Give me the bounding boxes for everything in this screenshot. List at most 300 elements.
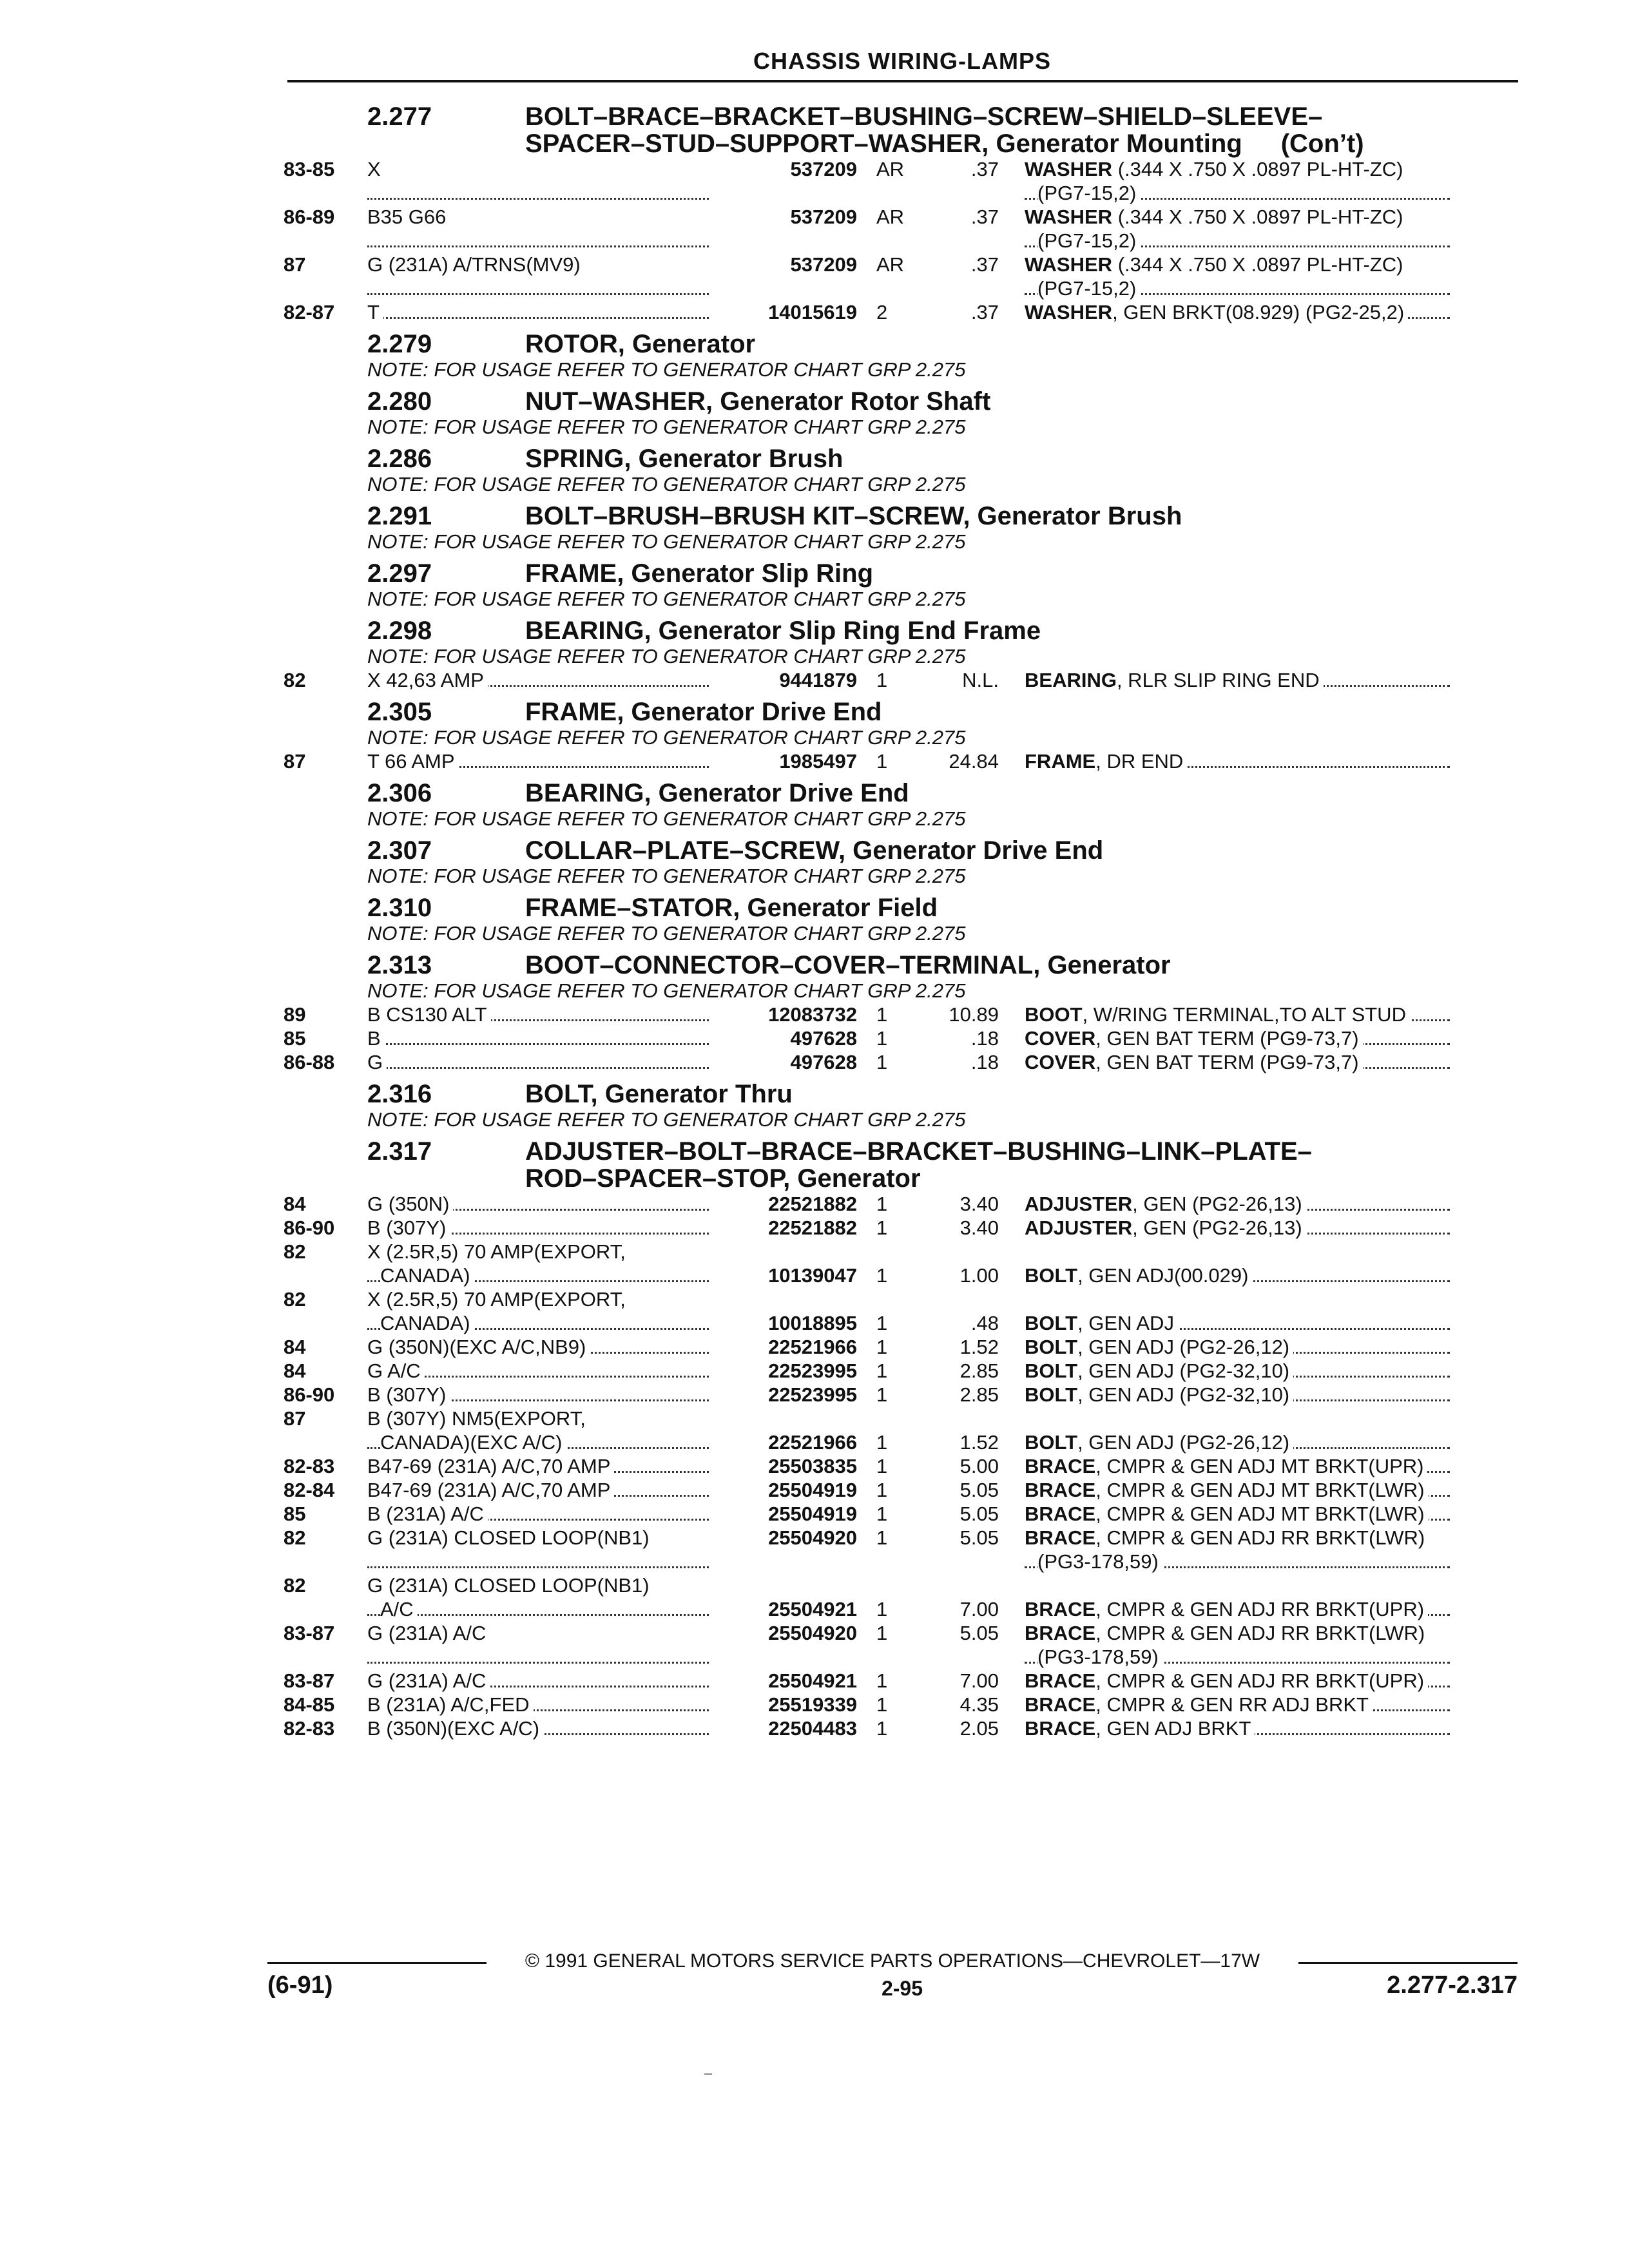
price: 4.35 — [959, 1693, 999, 1716]
part-description-line2 — [1025, 181, 1456, 205]
group-title-line: COLLAR–PLATE–SCREW, Generator Drive End — [525, 836, 1104, 865]
application-line2-text: CANADA) — [380, 1264, 474, 1287]
group-heading — [284, 617, 1521, 644]
quantity: 1 — [876, 1193, 888, 1215]
part-description-text — [1025, 1193, 1306, 1215]
part-description-line1 — [1025, 1669, 1456, 1693]
group-title-line-wrap — [525, 130, 1521, 157]
group-title-line: BEARING, Generator Slip Ring End Frame — [525, 617, 1041, 645]
group-title — [525, 894, 1521, 921]
part-row — [284, 1573, 1521, 1621]
part-description-line1 — [1025, 1502, 1456, 1526]
application — [367, 1669, 715, 1693]
part-detail: (.344 X .750 X .0897 PL-HT-ZC) — [1112, 158, 1403, 180]
part-description-text — [1025, 1027, 1363, 1050]
model-years: 86-90 — [284, 1216, 335, 1239]
part-number: 22521966 — [768, 1336, 857, 1358]
price: 2.05 — [959, 1717, 999, 1740]
part-description-line1 — [1025, 1693, 1456, 1716]
model-years: 87 — [284, 1407, 306, 1430]
part-description-line2 — [1025, 229, 1456, 253]
parts-group — [284, 1081, 1521, 1131]
part-noun: BOLT — [1025, 1383, 1078, 1406]
part-description-line1 — [1025, 157, 1456, 181]
part-row — [284, 1335, 1521, 1359]
part-number: 25504920 — [768, 1622, 857, 1644]
page-header-title: CHASSIS WIRING-LAMPS — [753, 48, 1051, 74]
part-description-line1 — [1025, 1383, 1456, 1407]
part-description-text — [1025, 301, 1408, 323]
part-description-line1 — [1025, 1478, 1456, 1502]
part-noun: WASHER — [1025, 301, 1113, 323]
application-line2 — [367, 1311, 715, 1335]
part-detail: , GEN ADJ BRKT — [1095, 1717, 1251, 1740]
price: 1.00 — [959, 1264, 999, 1287]
price: .37 — [970, 253, 999, 276]
part-description-continued: (PG7-15,2) — [1037, 182, 1140, 204]
part-detail: , RLR SLIP RING END — [1116, 669, 1320, 691]
part-description — [1005, 1026, 1456, 1050]
parts-group — [284, 617, 1521, 692]
parts-list — [284, 97, 1521, 1740]
part-description-line1 — [1025, 1597, 1456, 1621]
part-description-text — [1025, 1216, 1306, 1239]
part-description-line1 — [1025, 1454, 1456, 1478]
application — [367, 1573, 715, 1621]
part-row — [284, 668, 1521, 692]
part-row — [284, 1026, 1521, 1050]
group-title-line: FRAME, Generator Drive End — [525, 698, 882, 726]
application — [367, 1502, 715, 1526]
dot-leader — [367, 1067, 709, 1069]
parts-group — [284, 894, 1521, 945]
part-description-continued: (PG7-15,2) — [1037, 229, 1140, 252]
group-number: 2.317 — [367, 1137, 432, 1166]
part-number: 497628 — [790, 1051, 857, 1073]
usage-note: NOTE: FOR USAGE REFER TO GENERATOR CHART GRP 2.275 — [367, 645, 966, 668]
part-noun: COVER — [1025, 1051, 1096, 1073]
price: 7.00 — [959, 1598, 999, 1620]
group-heading — [284, 780, 1521, 807]
group-title-line: BEARING, Generator Drive End — [525, 779, 909, 807]
group-title — [525, 103, 1521, 157]
part-description — [1005, 1383, 1456, 1407]
model-years: 84 — [284, 1360, 306, 1382]
dot-leader — [367, 1662, 709, 1664]
part-number: 25519339 — [768, 1693, 857, 1716]
part-noun: WASHER — [1025, 158, 1113, 180]
dot-leader — [367, 1614, 709, 1616]
part-number: 1985497 — [779, 750, 857, 773]
part-number: 25504919 — [768, 1503, 857, 1525]
application-text: B (307Y) — [367, 1216, 450, 1239]
part-description-text — [1025, 1431, 1293, 1454]
group-title — [525, 503, 1521, 530]
quantity: AR — [876, 158, 905, 180]
part-description — [1005, 157, 1456, 205]
group-title-line: FRAME, Generator Slip Ring — [525, 559, 874, 588]
part-noun: BRACE — [1025, 1526, 1096, 1549]
part-detail: , GEN ADJ (PG2-26,12) — [1077, 1431, 1290, 1454]
parts-group — [284, 103, 1521, 324]
part-number: 10139047 — [768, 1264, 857, 1287]
application — [367, 1003, 715, 1026]
application — [367, 1621, 715, 1669]
group-title-line: ROD–SPACER–STOP, Generator — [525, 1164, 921, 1193]
footer-page-number: 2-95 — [881, 1977, 923, 2000]
part-description — [1005, 300, 1456, 324]
quantity: 1 — [876, 669, 888, 691]
part-row — [284, 1003, 1521, 1026]
group-heading — [284, 103, 1521, 157]
part-detail: , CMPR & GEN ADJ MT BRKT(LWR) — [1095, 1503, 1425, 1525]
group-number: 2.277 — [367, 102, 432, 131]
part-description-line1 — [1025, 1264, 1456, 1287]
price: .37 — [970, 206, 999, 228]
part-description-text — [1025, 1479, 1429, 1501]
part-description-line2 — [1025, 276, 1456, 300]
price: 5.00 — [959, 1455, 999, 1477]
part-number: 25504919 — [768, 1479, 857, 1501]
quantity: 1 — [876, 750, 888, 773]
application-text: G (231A) A/TRNS(MV9) — [367, 253, 584, 276]
dot-leader — [367, 293, 709, 295]
model-years: 86-88 — [284, 1051, 335, 1073]
part-description-line1 — [1025, 300, 1456, 324]
part-row — [284, 1240, 1521, 1287]
group-title — [525, 780, 1521, 807]
quantity: AR — [876, 206, 905, 228]
group-number: 2.297 — [367, 559, 432, 588]
group-title — [525, 388, 1521, 415]
part-description — [1005, 1287, 1456, 1335]
part-row — [284, 1454, 1521, 1478]
group-heading — [284, 894, 1521, 921]
usage-note: NOTE: FOR USAGE REFER TO GENERATOR CHART GRP 2.275 — [367, 807, 966, 830]
group-heading — [284, 698, 1521, 726]
application — [367, 668, 715, 692]
model-years: 84 — [284, 1336, 306, 1358]
price: 5.05 — [959, 1503, 999, 1525]
part-detail: , CMPR & GEN ADJ MT BRKT(LWR) — [1095, 1479, 1425, 1501]
part-description — [1005, 205, 1456, 253]
part-noun: WASHER — [1025, 253, 1113, 276]
part-number: 22521966 — [768, 1431, 857, 1454]
application — [367, 749, 715, 773]
part-description-text — [1025, 1383, 1293, 1406]
model-years: 82 — [284, 1240, 306, 1263]
part-description-text — [1025, 1693, 1373, 1716]
model-years: 82-87 — [284, 301, 335, 323]
usage-note: NOTE: FOR USAGE REFER TO GENERATOR CHART GRP 2.275 — [367, 865, 966, 887]
model-years: 82-84 — [284, 1479, 335, 1501]
quantity: 1 — [876, 1622, 888, 1644]
price: N.L. — [962, 669, 999, 691]
group-number: 2.291 — [367, 502, 432, 530]
quantity: 1 — [876, 1479, 888, 1501]
part-description-line1 — [1025, 1359, 1456, 1383]
part-number: 12083732 — [768, 1003, 857, 1026]
part-description — [1005, 1693, 1456, 1716]
group-number: 2.298 — [367, 617, 432, 645]
quantity: 1 — [876, 1383, 888, 1406]
part-description-continued: (PG3-178,59) — [1037, 1550, 1162, 1573]
group-title — [525, 1138, 1521, 1192]
application-line2-text: CANADA) — [380, 1312, 474, 1334]
price: 5.05 — [959, 1479, 999, 1501]
application-text: X — [367, 158, 385, 180]
dot-leader — [367, 198, 709, 200]
group-heading — [284, 952, 1521, 979]
part-description — [1005, 1669, 1456, 1693]
part-row — [284, 157, 1521, 205]
group-title-line: NUT–WASHER, Generator Rotor Shaft — [525, 387, 991, 416]
part-description-line1 — [1025, 668, 1456, 692]
parts-group — [284, 445, 1521, 496]
part-description-line1 — [1025, 1003, 1456, 1026]
price: 10.89 — [949, 1003, 999, 1026]
quantity: 1 — [876, 1669, 888, 1692]
price: .37 — [970, 158, 999, 180]
application — [367, 1526, 715, 1573]
part-row — [284, 205, 1521, 253]
part-row — [284, 1383, 1521, 1407]
model-years: 82 — [284, 1526, 306, 1549]
model-years: 82-83 — [284, 1455, 335, 1477]
application-text: X 42,63 AMP — [367, 669, 488, 691]
usage-note: NOTE: FOR USAGE REFER TO GENERATOR CHART GRP 2.275 — [367, 922, 966, 945]
quantity: 1 — [876, 1526, 888, 1549]
part-description-line1 — [1025, 1526, 1456, 1550]
footer-rule-right — [1298, 1962, 1518, 1964]
group-heading — [284, 1138, 1521, 1192]
part-detail: , GEN BAT TERM (PG9-73,7) — [1095, 1051, 1359, 1073]
price: .37 — [970, 301, 999, 323]
part-detail: , CMPR & GEN RR ADJ BRKT — [1095, 1693, 1369, 1716]
model-years: 85 — [284, 1503, 306, 1525]
application-text: B47-69 (231A) A/C,70 AMP — [367, 1479, 614, 1501]
part-description-line1 — [1025, 1050, 1456, 1074]
part-noun: BRACE — [1025, 1455, 1096, 1477]
group-title-line: FRAME–STATOR, Generator Field — [525, 894, 938, 922]
part-number: 22521882 — [768, 1216, 857, 1239]
group-title-line: SPRING, Generator Brush — [525, 445, 843, 473]
part-description-line1 — [1025, 1430, 1456, 1454]
part-row — [284, 253, 1521, 300]
application — [367, 1693, 715, 1716]
part-noun: FRAME — [1025, 750, 1096, 773]
group-title — [525, 331, 1521, 358]
application — [367, 253, 715, 300]
group-number: 2.305 — [367, 698, 432, 726]
quantity: 1 — [876, 1312, 888, 1334]
usage-note: NOTE: FOR USAGE REFER TO GENERATOR CHART GRP 2.275 — [367, 530, 966, 553]
part-description-text — [1025, 1598, 1428, 1620]
quantity: 1 — [876, 1003, 888, 1026]
part-noun: COVER — [1025, 1027, 1096, 1050]
quantity: 1 — [876, 1693, 888, 1716]
application-text: B CS130 ALT — [367, 1003, 491, 1026]
part-noun: BRACE — [1025, 1503, 1096, 1525]
model-years: 87 — [284, 750, 306, 773]
application — [367, 300, 715, 324]
parts-group — [284, 331, 1521, 381]
part-noun: BRACE — [1025, 1479, 1096, 1501]
application — [367, 205, 715, 253]
part-description — [1005, 1192, 1456, 1216]
model-years: 83-87 — [284, 1622, 335, 1644]
part-detail: , CMPR & GEN ADJ RR BRKT(UPR) — [1095, 1669, 1425, 1692]
dot-leader — [367, 245, 709, 247]
part-description — [1005, 1050, 1456, 1074]
footer-rule-left — [267, 1962, 487, 1964]
part-description-line2 — [1025, 1550, 1456, 1573]
part-description — [1005, 1573, 1456, 1621]
part-description-text — [1025, 1503, 1429, 1525]
part-description-line1 — [1025, 1621, 1456, 1645]
part-description-text — [1025, 750, 1187, 773]
header-rule — [287, 80, 1518, 82]
group-title — [525, 560, 1521, 587]
group-heading — [284, 388, 1521, 415]
part-detail: , GEN ADJ (PG2-26,12) — [1077, 1336, 1290, 1358]
group-title-line: BOLT, Generator Thru — [525, 1080, 793, 1108]
part-row — [284, 1693, 1521, 1716]
part-description-continued: (PG7-15,2) — [1037, 277, 1140, 300]
application-line2 — [367, 1264, 715, 1287]
application — [367, 1359, 715, 1383]
part-number: 22504483 — [768, 1717, 857, 1740]
part-row — [284, 1478, 1521, 1502]
price: 24.84 — [949, 750, 999, 773]
part-noun: ADJUSTER — [1025, 1216, 1133, 1239]
quantity: 1 — [876, 1360, 888, 1382]
part-noun: BOOT — [1025, 1003, 1083, 1026]
group-heading — [284, 1081, 1521, 1108]
part-description-line1 — [1025, 749, 1456, 773]
part-row — [284, 1216, 1521, 1240]
application — [367, 1407, 715, 1454]
part-description-continued: (PG3-178,59) — [1037, 1646, 1162, 1668]
model-years: 84 — [284, 1193, 306, 1215]
part-detail: , GEN BAT TERM (PG9-73,7) — [1095, 1027, 1359, 1050]
part-detail: , CMPR & GEN ADJ RR BRKT(LWR) — [1095, 1622, 1425, 1644]
part-row — [284, 1287, 1521, 1335]
part-row — [284, 1502, 1521, 1526]
application-text: B (350N)(EXC A/C) — [367, 1717, 543, 1740]
application-text: B (231A) A/C,FED — [367, 1693, 534, 1716]
model-years: 89 — [284, 1003, 306, 1026]
part-description — [1005, 1454, 1456, 1478]
quantity: AR — [876, 253, 905, 276]
group-heading — [284, 837, 1521, 864]
model-years: 84-85 — [284, 1693, 335, 1716]
part-number: 22521882 — [768, 1193, 857, 1215]
quantity: 2 — [876, 301, 888, 323]
part-row — [284, 1407, 1521, 1454]
parts-group — [284, 837, 1521, 888]
model-years: 82 — [284, 1574, 306, 1597]
part-detail: , GEN (PG2-26,13) — [1132, 1193, 1302, 1215]
application-text: T — [367, 301, 383, 323]
part-detail: , DR END — [1095, 750, 1184, 773]
model-years: 82 — [284, 1288, 306, 1311]
part-number: 25504920 — [768, 1526, 857, 1549]
part-description — [1005, 253, 1456, 300]
model-years: 86-89 — [284, 206, 335, 228]
application — [367, 1478, 715, 1502]
part-description-text — [1025, 1003, 1410, 1026]
part-noun: ADJUSTER — [1025, 1193, 1133, 1215]
quantity: 1 — [876, 1264, 888, 1287]
parts-group — [284, 503, 1521, 553]
part-description-line1 — [1025, 1716, 1456, 1740]
part-row — [284, 1192, 1521, 1216]
part-description-text — [1025, 1336, 1293, 1358]
footer-date: (6-91) — [267, 1972, 333, 1999]
group-number: 2.306 — [367, 779, 432, 807]
part-detail: , GEN ADJ — [1077, 1312, 1174, 1334]
application — [367, 1383, 715, 1407]
part-detail: , W/RING TERMINAL,TO ALT STUD — [1082, 1003, 1406, 1026]
group-heading — [284, 560, 1521, 587]
application-text: G (231A) CLOSED LOOP(NB1) — [367, 1526, 653, 1549]
part-row — [284, 1526, 1521, 1573]
continued-label: (Con’t) — [1280, 130, 1364, 158]
application — [367, 1716, 715, 1740]
usage-note: NOTE: FOR USAGE REFER TO GENERATOR CHART GRP 2.275 — [367, 588, 966, 610]
part-number: 25504921 — [768, 1598, 857, 1620]
parts-group — [284, 952, 1521, 1074]
model-years: 86-90 — [284, 1383, 335, 1406]
group-number: 2.313 — [367, 951, 432, 979]
dot-leader — [367, 317, 709, 319]
parts-group — [284, 560, 1521, 611]
part-description-text — [1025, 1526, 1429, 1549]
group-number: 2.316 — [367, 1080, 432, 1108]
usage-note: NOTE: FOR USAGE REFER TO GENERATOR CHART GRP 2.275 — [367, 416, 966, 438]
application — [367, 1192, 715, 1216]
footer-group-range: 2.277-2.317 — [1387, 1972, 1518, 1999]
model-years: 83-85 — [284, 158, 335, 180]
application — [367, 157, 715, 205]
application-line1: X (2.5R,5) 70 AMP(EXPORT, — [367, 1288, 626, 1311]
part-noun: BOLT — [1025, 1264, 1078, 1287]
part-description — [1005, 1216, 1456, 1240]
application-text: G (231A) A/C — [367, 1669, 490, 1692]
group-title — [525, 837, 1521, 864]
group-number: 2.286 — [367, 445, 432, 473]
application-line2-text: CANADA)(EXC A/C) — [380, 1431, 566, 1454]
group-title-line: BOOT–CONNECTOR–COVER–TERMINAL, Generator — [525, 951, 1171, 979]
part-description-line1 — [1025, 1192, 1456, 1216]
part-description-line1 — [1025, 1026, 1456, 1050]
application-text: T 66 AMP — [367, 750, 459, 773]
part-description — [1005, 1359, 1456, 1383]
price: .48 — [970, 1312, 999, 1334]
group-title-line: BOLT–BRUSH–BRUSH KIT–SCREW, Generator Brush — [525, 502, 1182, 530]
part-description-text — [1025, 1051, 1363, 1073]
application-text: B — [367, 1027, 385, 1050]
group-title — [525, 445, 1521, 472]
model-years: 82 — [284, 669, 306, 691]
group-title — [525, 617, 1521, 644]
price: .18 — [970, 1051, 999, 1073]
part-row — [284, 1359, 1521, 1383]
part-row — [284, 300, 1521, 324]
part-noun: WASHER — [1025, 206, 1113, 228]
application-text: G — [367, 1051, 387, 1073]
